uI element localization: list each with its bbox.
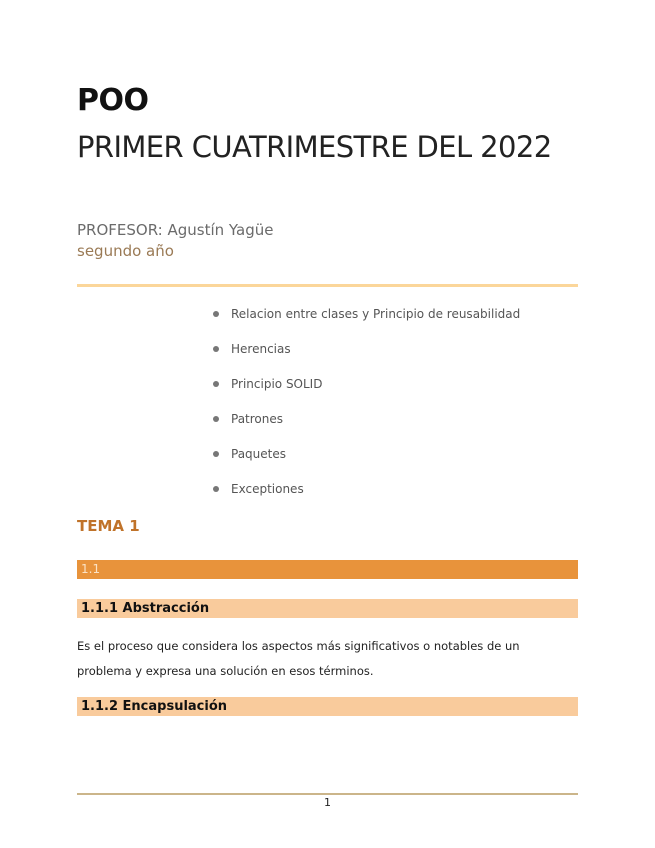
- list-item: [213, 409, 520, 444]
- bullet-icon: [213, 486, 219, 492]
- encapsulacion-heading: 1.1.2 Encapsulación: [77, 697, 578, 716]
- topic-list: [213, 304, 520, 514]
- list-item: [213, 444, 520, 479]
- list-item: [213, 374, 520, 409]
- list-item: [213, 479, 520, 514]
- topic-label: Relacion entre clases y Principio de reusabilidad: [231, 307, 521, 321]
- tema-heading: TEMA 1: [77, 517, 140, 535]
- document-title: POO: [77, 83, 149, 118]
- bullet-icon: [213, 311, 219, 317]
- topic-label: Principio SOLID: [231, 377, 323, 391]
- topic-label: Herencias: [231, 342, 291, 356]
- bullet-icon: [213, 346, 219, 352]
- year-line: segundo año: [77, 242, 174, 260]
- topic-label: Paquetes: [231, 447, 286, 461]
- bullet-icon: [213, 416, 219, 422]
- bullet-icon: [213, 451, 219, 457]
- abstraccion-paragraph: Es el proceso que considera los aspectos más significativos o notables de un problema y expresa una solución en esos términos.: [77, 639, 520, 678]
- list-item: [213, 304, 520, 339]
- abstraccion-heading: 1.1.1 Abstracción: [77, 599, 578, 618]
- page-number: 1: [324, 796, 331, 809]
- topic-label: Exceptiones: [231, 482, 304, 496]
- topic-label: Patrones: [231, 412, 284, 426]
- bullet-icon: [213, 381, 219, 387]
- list-item: [213, 339, 520, 374]
- section-1-1-bar: 1.1: [77, 560, 578, 579]
- header-divider: [77, 284, 578, 287]
- footer-divider: [77, 793, 578, 795]
- document-subtitle: PRIMER CUATRIMESTRE DEL 2022: [77, 130, 552, 164]
- author-line: PROFESOR: Agustín Yagüe: [77, 221, 274, 239]
